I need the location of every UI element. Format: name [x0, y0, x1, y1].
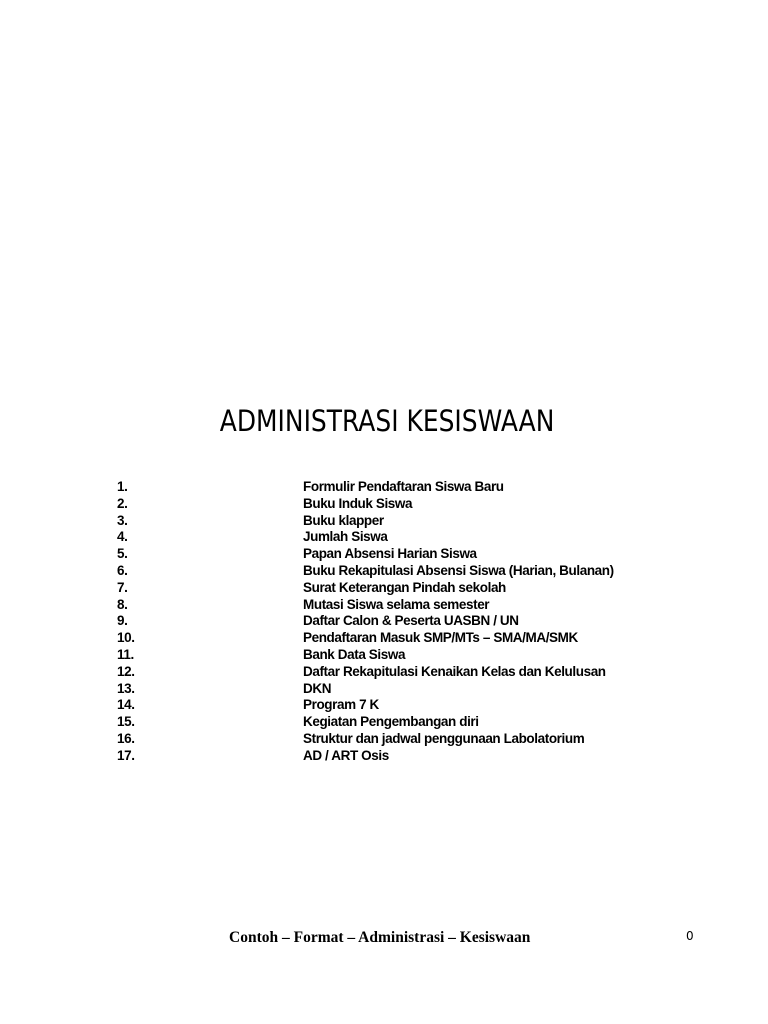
item-number: 4. — [117, 529, 128, 545]
list-item — [0, 731, 768, 748]
item-number: 11. — [117, 646, 134, 662]
item-text: Mutasi Siswa selama semester — [303, 596, 490, 612]
list-item — [0, 479, 768, 496]
list-item — [0, 563, 768, 580]
item-text: Kegiatan Pengembangan diri — [303, 714, 479, 730]
item-list — [0, 479, 768, 765]
document-title: ADMINISTRASI KESISWAAN — [219, 404, 555, 438]
list-item — [0, 647, 768, 664]
item-text: Papan Absensi Harian Siswa — [303, 546, 477, 562]
list-item — [0, 664, 768, 681]
item-number: 10. — [117, 630, 135, 646]
list-item — [0, 496, 768, 513]
list-item — [0, 546, 768, 563]
item-text: Formulir Pendaftaran Siswa Baru — [303, 479, 504, 494]
item-text: Program 7 K — [303, 697, 379, 713]
item-text: Surat Keterangan Pindah sekolah — [303, 579, 506, 595]
list-item — [0, 513, 768, 530]
item-number: 8. — [117, 596, 128, 612]
list-item — [0, 681, 768, 698]
item-number: 15. — [117, 714, 135, 730]
item-text: AD / ART Osis — [303, 747, 389, 763]
list-item — [0, 630, 768, 647]
list-item — [0, 613, 768, 630]
item-number: 7. — [117, 579, 128, 595]
item-number: 14. — [117, 697, 135, 713]
item-text: Buku Induk Siswa — [303, 495, 413, 511]
item-number: 5. — [117, 546, 128, 562]
list-item — [0, 697, 768, 714]
item-text: Buku klapper — [303, 512, 384, 528]
item-number: 3. — [117, 512, 128, 528]
list-item — [0, 748, 768, 765]
list-item — [0, 597, 768, 614]
item-text: Buku Rekapitulasi Absensi Siswa (Harian, Bulanan) — [303, 562, 614, 578]
item-number: 17. — [117, 747, 135, 763]
item-number: 6. — [117, 562, 128, 578]
item-number: 12. — [117, 663, 135, 679]
item-text: Jumlah Siswa — [303, 529, 388, 545]
list-item — [0, 529, 768, 546]
item-text: Struktur dan jadwal penggunaan Labolatorium — [303, 730, 585, 746]
item-number: 16. — [117, 730, 135, 746]
list-item — [0, 714, 768, 731]
item-text: Daftar Rekapitulasi Kenaikan Kelas dan Kelulusan — [303, 663, 606, 679]
item-text: DKN — [303, 680, 332, 696]
item-text: Bank Data Siswa — [303, 646, 406, 662]
page-footer: Contoh – Format – Administrasi – Kesiswaan — [229, 929, 531, 946]
item-number: 1. — [117, 479, 128, 494]
page-number: 0 — [686, 929, 694, 943]
item-number: 9. — [117, 613, 128, 629]
list-item — [0, 580, 768, 597]
item-number: 13. — [117, 680, 135, 696]
item-number: 2. — [117, 495, 128, 511]
item-text: Daftar Calon & Peserta UASBN / UN — [303, 613, 519, 629]
item-text: Pendaftaran Masuk SMP/MTs – SMA/MA/SMK — [303, 630, 578, 646]
